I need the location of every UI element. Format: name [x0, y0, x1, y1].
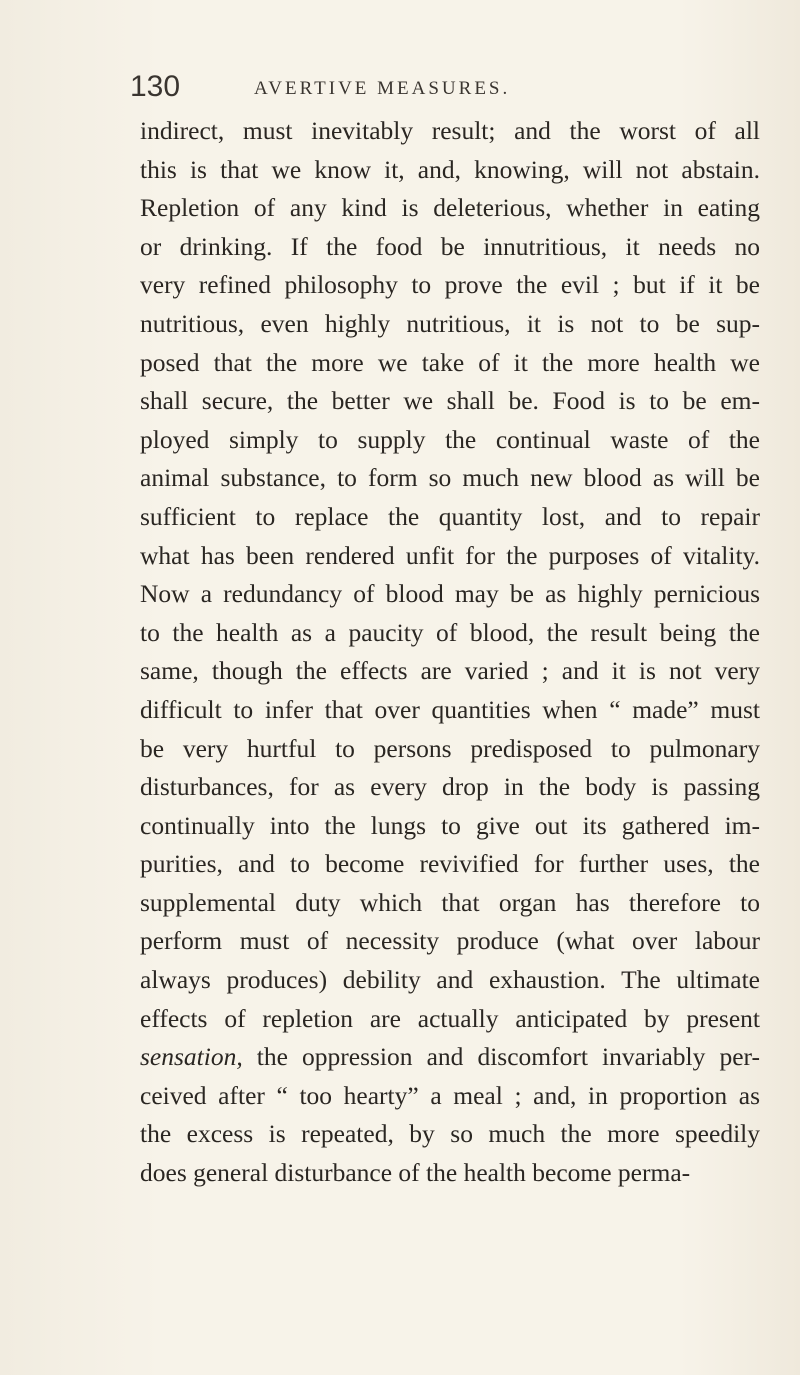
- text-line: be very hurtful to persons predisposed to pulmonary: [140, 733, 760, 763]
- text-line: effects of repletion are actually anticipated by present: [140, 1003, 760, 1033]
- running-head: AVERTIVE MEASURES.: [254, 78, 511, 99]
- text-line: shall secure, the better we shall be. Food is to be em-: [140, 386, 760, 416]
- text-line: always produces) debility and exhaustion. The ultimate: [140, 965, 760, 995]
- text-line: ployed simply to supply the continual waste of the: [140, 424, 760, 454]
- text-line: Now a redundancy of blood may be as highly pernicious: [140, 579, 760, 609]
- text-line: to the health as a paucity of blood, the result being the: [140, 617, 760, 647]
- text-line: what has been rendered unfit for the purposes of vitality.: [140, 540, 760, 570]
- text-line: sufficient to replace the quantity lost, and to repair: [140, 501, 760, 531]
- text-line: nutritious, even highly nutritious, it is not to be sup-: [140, 308, 760, 338]
- text-line: does general disturbance of the health become perma-: [140, 1158, 691, 1188]
- text-line: the excess is repeated, by so much the more speedily: [140, 1119, 760, 1149]
- text-line-rest: the oppression and discomfort invariably per-: [256, 1042, 761, 1072]
- text-line-with-italic: [140, 1038, 760, 1077]
- text-line: Repletion of any kind is deleterious, whether in eating: [140, 193, 760, 223]
- text-line: purities, and to become revivified for further uses, the: [140, 849, 760, 879]
- text-line: or drinking. If the food be innutritious, it needs no: [140, 231, 760, 261]
- text-line: this is that we know it, and, knowing, will not abstain.: [140, 154, 760, 184]
- text-line: perform must of necessity produce (what over labour: [140, 926, 760, 956]
- text-line: posed that the more we take of it the more health we: [140, 347, 760, 377]
- text-line: very refined philosophy to prove the evil ; but if it be: [140, 270, 760, 300]
- text-line: animal substance, to form so much new blood as will be: [140, 463, 760, 493]
- text-line: difficult to infer that over quantities when “ made” must: [140, 694, 760, 724]
- italic-phrase: sensation,: [140, 1042, 243, 1072]
- text-line: same, though the effects are varied ; and it is not very: [140, 656, 760, 686]
- text-line: supplemental duty which that organ has therefore to: [140, 887, 760, 917]
- body-text: [140, 112, 760, 1193]
- text-line: ceived after “ too hearty” a meal ; and, in proportion as: [140, 1080, 760, 1110]
- page-number: 130: [130, 70, 181, 103]
- text-line: indirect, must inevitably result; and the worst of all: [140, 116, 760, 145]
- page-header: [130, 70, 770, 110]
- text-line: disturbances, for as every drop in the body is passing: [140, 772, 760, 802]
- text-line: continually into the lungs to give out its gathered im-: [140, 810, 760, 840]
